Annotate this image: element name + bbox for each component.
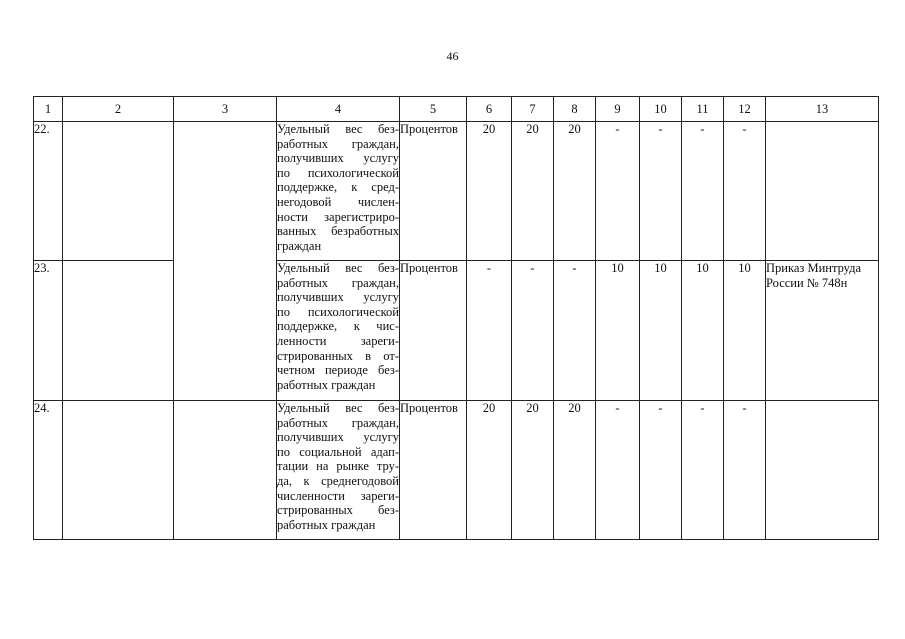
indicator-line: получивших услугу xyxy=(277,430,399,445)
unit-cell: Процентов xyxy=(400,122,467,261)
header-cell: 7 xyxy=(512,97,554,122)
value-cell: 20 xyxy=(467,122,512,261)
column-2-cell xyxy=(63,122,174,261)
value-cell: - xyxy=(640,122,682,261)
unit-cell: Процентов xyxy=(400,401,467,540)
value-cell: 20 xyxy=(512,401,554,540)
row-number: 22. xyxy=(34,122,63,261)
value-cell: 20 xyxy=(512,122,554,261)
value-cell: - xyxy=(596,401,640,540)
row-number: 24. xyxy=(34,401,63,540)
value-cell: - xyxy=(554,261,596,401)
indicator-line: работных граждан xyxy=(277,377,376,392)
header-cell: 9 xyxy=(596,97,640,122)
indicator-line: тации на рынке тру- xyxy=(277,459,399,474)
header-cell: 8 xyxy=(554,97,596,122)
value-cell: 10 xyxy=(682,261,724,401)
header-cell: 12 xyxy=(724,97,766,122)
header-cell: 13 xyxy=(766,97,879,122)
value-cell: 20 xyxy=(467,401,512,540)
table-row xyxy=(34,122,879,261)
indicator-line: стрированных без- xyxy=(277,503,399,518)
header-cell: 11 xyxy=(682,97,724,122)
indicator-line: Удельный вес без- xyxy=(277,401,399,415)
indicator-line: получивших услугу xyxy=(277,290,399,305)
indicator-line: поддержке, к сред- xyxy=(277,180,399,195)
value-cell: 10 xyxy=(640,261,682,401)
value-cell: - xyxy=(682,122,724,261)
value-cell: - xyxy=(682,401,724,540)
indicator-line: по психологической xyxy=(277,165,399,180)
indicator-line: поддержке, к чис- xyxy=(277,319,399,334)
indicator-line: Удельный вес без- xyxy=(277,122,399,136)
indicator-line: ванных безработных xyxy=(277,224,399,239)
indicator-description xyxy=(277,261,400,401)
value-cell: - xyxy=(467,261,512,401)
value-cell: 20 xyxy=(554,401,596,540)
column-3-cell xyxy=(174,401,277,540)
indicator-line: по социальной адап- xyxy=(277,444,399,459)
header-cell: 1 xyxy=(34,97,63,122)
header-row xyxy=(34,97,879,122)
basis-cell: Приказ Минтруда России № 748н xyxy=(766,261,879,401)
column-2-cell xyxy=(63,401,174,540)
indicator-line: четном периоде без- xyxy=(277,363,399,378)
value-cell: - xyxy=(512,261,554,401)
indicator-description xyxy=(277,122,400,261)
indicator-line: да, к среднегодовой xyxy=(277,473,399,488)
column-2-cell xyxy=(63,261,174,401)
indicators-table xyxy=(33,96,879,540)
indicator-line: работных граждан, xyxy=(277,415,399,430)
indicator-line: работных граждан xyxy=(277,517,376,532)
value-cell: - xyxy=(724,122,766,261)
basis-cell xyxy=(766,122,879,261)
header-cell: 6 xyxy=(467,97,512,122)
indicator-line: работных граждан, xyxy=(277,136,399,151)
indicator-line: ленности зареги- xyxy=(277,333,399,348)
value-cell: 10 xyxy=(724,261,766,401)
page-number: 46 xyxy=(446,49,459,63)
value-cell: - xyxy=(596,122,640,261)
indicator-line: получивших услугу xyxy=(277,151,399,166)
indicator-line: Удельный вес без- xyxy=(277,261,399,275)
header-cell: 2 xyxy=(63,97,174,122)
indicator-line: граждан xyxy=(277,238,322,253)
indicator-description xyxy=(277,401,400,540)
indicator-line: по психологической xyxy=(277,304,399,319)
header-cell: 4 xyxy=(277,97,400,122)
indicator-line: численности зареги- xyxy=(277,488,399,503)
row-number: 23. xyxy=(34,261,63,401)
unit-cell: Процентов xyxy=(400,261,467,401)
indicator-line: ности зарегистриро- xyxy=(277,209,399,224)
value-cell: 10 xyxy=(596,261,640,401)
value-cell: - xyxy=(640,401,682,540)
indicator-line: работных граждан, xyxy=(277,275,399,290)
header-cell: 10 xyxy=(640,97,682,122)
table-row xyxy=(34,401,879,540)
basis-cell xyxy=(766,401,879,540)
column-3-merged-cell xyxy=(174,122,277,401)
table-row xyxy=(34,261,879,401)
header-cell: 5 xyxy=(400,97,467,122)
indicator-line: негодовой числен- xyxy=(277,194,399,209)
value-cell: 20 xyxy=(554,122,596,261)
header-cell: 3 xyxy=(174,97,277,122)
indicator-line: стрированных в от- xyxy=(277,348,399,363)
value-cell: - xyxy=(724,401,766,540)
